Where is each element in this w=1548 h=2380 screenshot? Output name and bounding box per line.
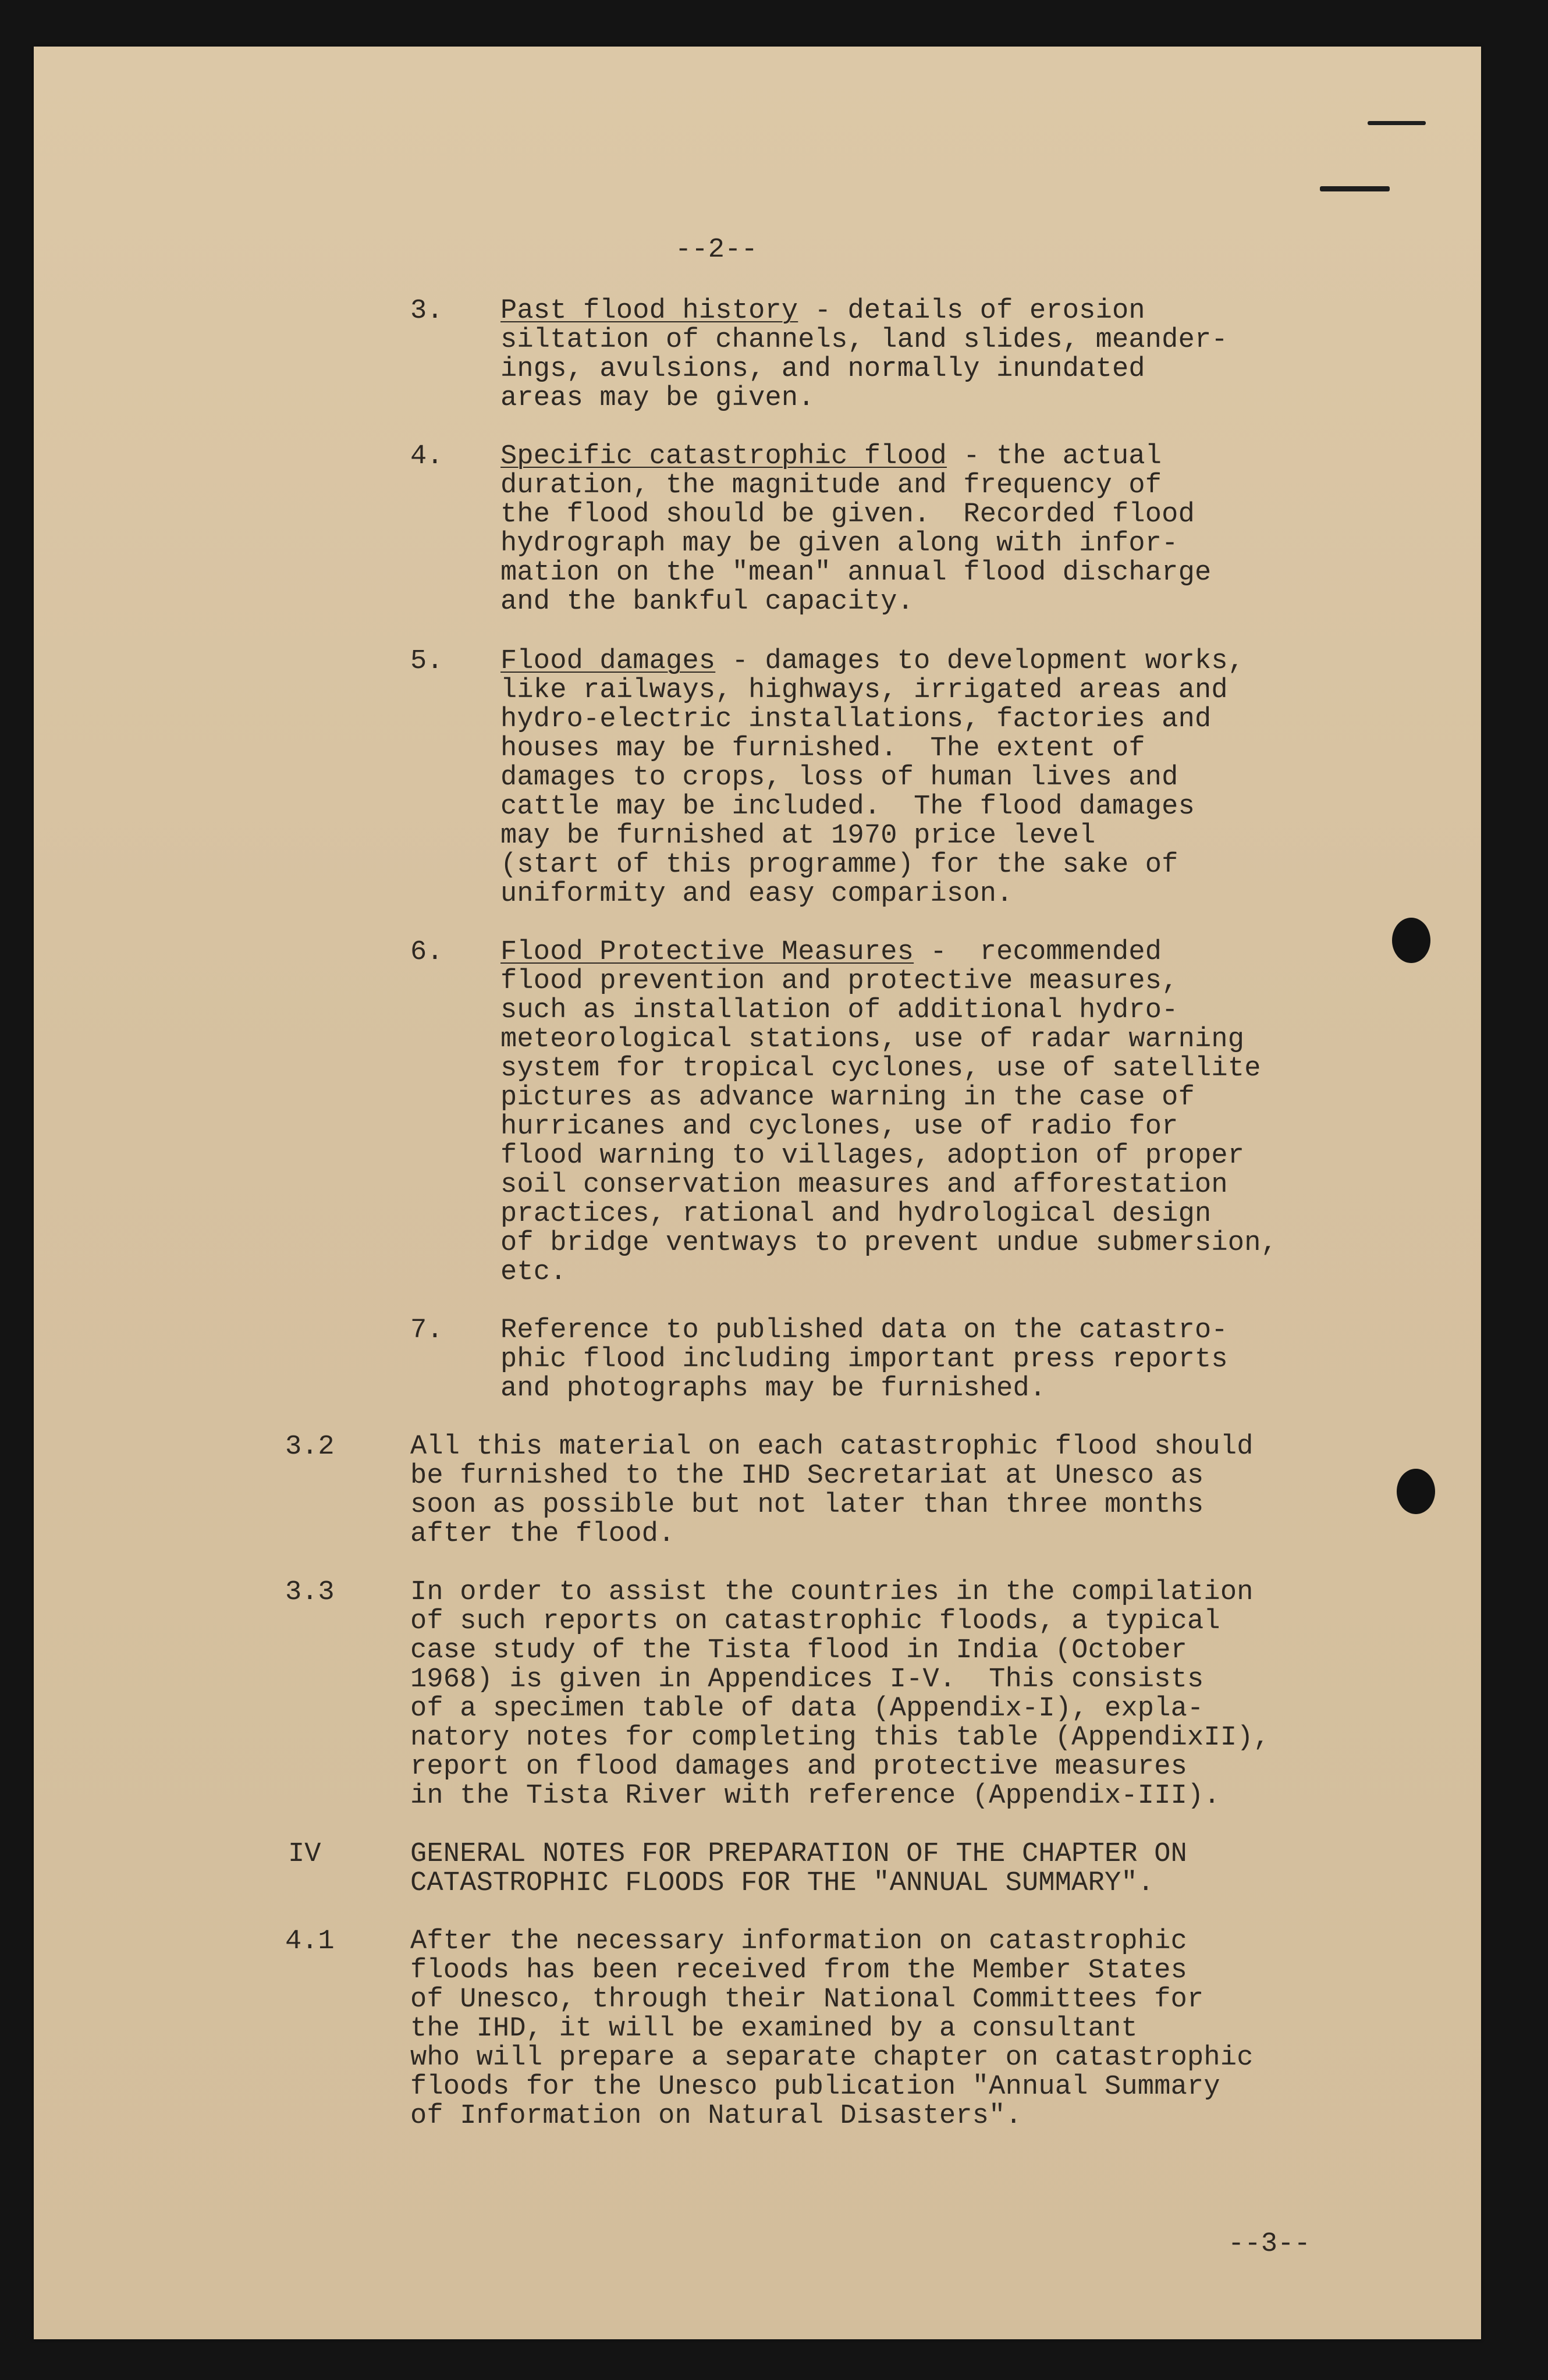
list-item-line: etc.	[500, 1257, 567, 1288]
list-item-line: soil conservation measures and afforestation	[500, 1170, 1228, 1200]
paragraph-line: of Unesco, through their National Committees for	[410, 1984, 1204, 2015]
edge-mark-lower	[1320, 186, 1390, 191]
list-item-line: damages to crops, loss of human lives and	[500, 762, 1178, 793]
paragraph-line: natory notes for completing this table (AppendixII),	[410, 1722, 1270, 1753]
list-item-line: meteorological stations, use of radar warning	[500, 1024, 1245, 1055]
paragraph-line: who will prepare a separate chapter on catastrophic	[410, 2042, 1254, 2073]
paragraph-line: floods has been received from the Member States	[410, 1955, 1188, 1986]
item-heading: Specific catastrophic flood	[500, 441, 947, 472]
list-item-line: such as installation of additional hydro-	[500, 995, 1178, 1026]
list-item-line: system for tropical cyclones, use of satellite	[500, 1053, 1261, 1084]
list-item-line: flood warning to villages, adoption of proper	[500, 1141, 1245, 1171]
section-heading-line: CATASTROPHIC FLOODS FOR THE "ANNUAL SUMMARY".	[410, 1868, 1155, 1899]
paragraph-number: 3.3	[285, 1577, 335, 1608]
list-item-line: practices, rational and hydrological design	[500, 1199, 1212, 1230]
list-item-line: uniformity and easy comparison.	[500, 879, 1013, 910]
paragraph-line: floods for the Unesco publication "Annual Summary	[410, 2072, 1220, 2102]
paragraph-line: report on flood damages and protective measures	[410, 1752, 1188, 1782]
paragraph-line: of Information on Natural Disasters".	[410, 2101, 1022, 2132]
paragraph-line: All this material on each catastrophic flood should	[410, 1431, 1254, 1462]
page-number-footer: --3--	[1228, 2229, 1311, 2260]
list-item-line: flood prevention and protective measures,	[500, 966, 1178, 997]
list-item-line: phic flood including important press reports	[500, 1344, 1228, 1375]
paragraph-line: case study of the Tista flood in India (October	[410, 1635, 1188, 1666]
list-item-line: cattle may be included. The flood damages	[500, 791, 1195, 822]
punch-hole-lower	[1397, 1469, 1435, 1514]
item-number: 3.	[410, 296, 443, 326]
list-item-line: and the bankful capacity.	[500, 587, 914, 617]
paragraph-line: after the flood.	[410, 1519, 675, 1550]
list-item-line: and photographs may be furnished.	[500, 1373, 1046, 1404]
item-text: - details of erosion	[798, 296, 1145, 326]
list-item-line	[500, 938, 1162, 967]
item-number: 7.	[410, 1315, 443, 1346]
item-number: 6.	[410, 937, 443, 968]
paragraph-line: After the necessary information on catastrophic	[410, 1926, 1188, 1957]
list-item-line: Reference to published data on the catastro-	[500, 1315, 1228, 1346]
list-item-line: duration, the magnitude and frequency of	[500, 470, 1162, 501]
paragraph-number: 3.2	[285, 1431, 335, 1462]
edge-mark-upper	[1368, 121, 1426, 125]
paragraph-line: 1968) is given in Appendices I-V. This consists	[410, 1664, 1204, 1695]
paragraph-line: be furnished to the IHD Secretariat at Unesco as	[410, 1461, 1204, 1491]
list-item-line: (start of this programme) for the sake of	[500, 850, 1178, 880]
paragraph-line: of a specimen table of data (Appendix-I), expla-	[410, 1693, 1204, 1724]
paragraph-number: 4.1	[285, 1926, 335, 1957]
item-number: 5.	[410, 646, 443, 677]
paragraph-line: of such reports on catastrophic floods, a typical	[410, 1606, 1220, 1637]
punch-hole-upper	[1392, 918, 1430, 963]
list-item-line: siltation of channels, land slides, meander-	[500, 325, 1228, 356]
list-item-line: areas may be given.	[500, 383, 815, 414]
section-number: IV	[288, 1839, 321, 1870]
list-item-line	[500, 297, 1145, 326]
list-item-line: hydrograph may be given along with infor-	[500, 528, 1178, 559]
section-heading-line: GENERAL NOTES FOR PREPARATION OF THE CHAPTER ON	[410, 1839, 1188, 1870]
paragraph-line: soon as possible but not later than three months	[410, 1490, 1204, 1521]
page-number-header: --2--	[675, 235, 758, 265]
list-item-line: ings, avulsions, and normally inundated	[500, 354, 1145, 385]
item-number: 4.	[410, 441, 443, 472]
item-heading: Flood damages	[500, 646, 716, 677]
list-item-line: mation on the "mean" annual flood discharge	[500, 557, 1212, 588]
item-text: - recommended	[914, 937, 1162, 968]
list-item-line: may be furnished at 1970 price level	[500, 820, 1096, 851]
item-text: - the actual	[946, 441, 1162, 472]
list-item-line: houses may be furnished. The extent of	[500, 733, 1145, 764]
list-item-line: the flood should be given. Recorded flood	[500, 499, 1195, 530]
list-item-line: hydro-electric installations, factories and	[500, 704, 1212, 735]
item-heading: Past flood history	[500, 296, 798, 326]
list-item-line: like railways, highways, irrigated areas and	[500, 675, 1228, 706]
paragraph-line: In order to assist the countries in the compilation	[410, 1577, 1254, 1608]
list-item-line	[500, 647, 1244, 676]
list-item-line: of bridge ventways to prevent undue submersion,	[500, 1228, 1278, 1259]
paragraph-line: the IHD, it will be examined by a consultant	[410, 2013, 1138, 2044]
paragraph-line: in the Tista River with reference (Appendix-III).	[410, 1781, 1220, 1811]
list-item-line: hurricanes and cyclones, use of radio for	[500, 1111, 1178, 1142]
item-text: - damages to development works,	[715, 646, 1245, 677]
list-item-line	[500, 442, 1162, 471]
item-heading: Flood Protective Measures	[500, 937, 914, 968]
list-item-line: pictures as advance warning in the case of	[500, 1082, 1195, 1113]
